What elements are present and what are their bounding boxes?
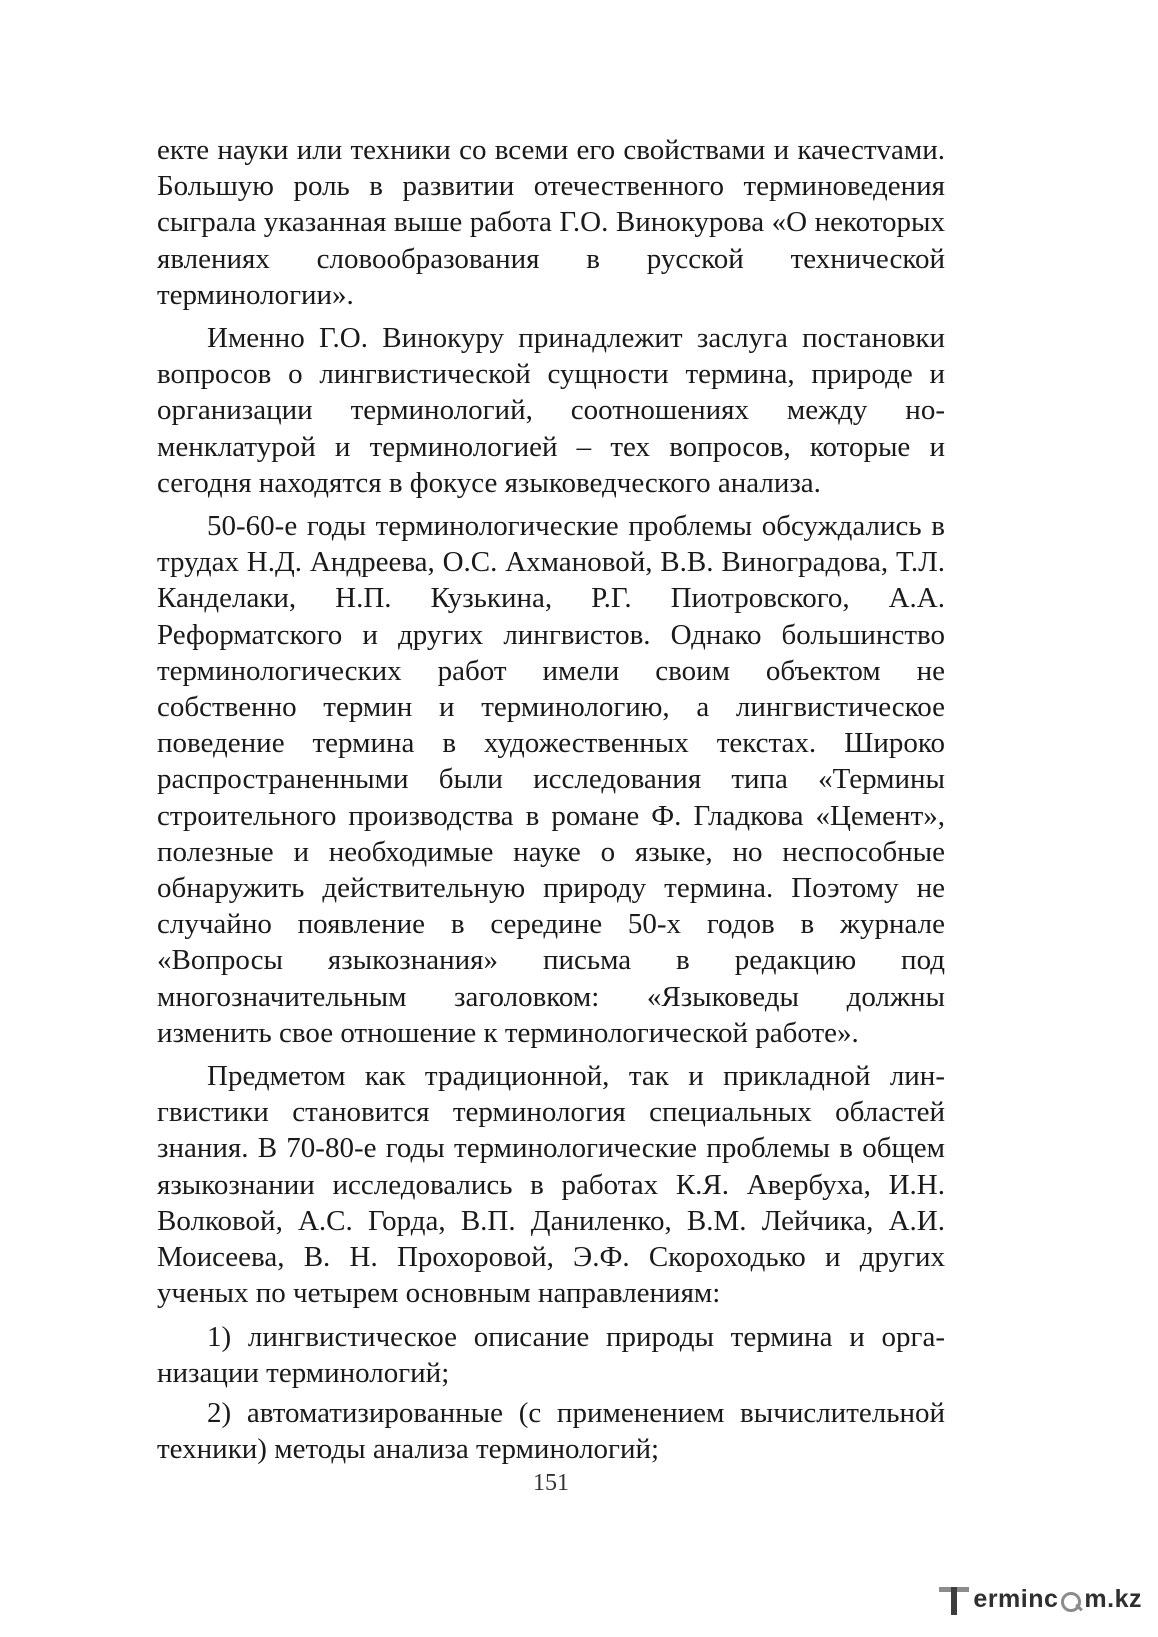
paragraph-continuation: екте науки или техники со всеми его свойствами и качестvами. Большую роль в развитии отечественного терминоведения сыграла указанная выше работа Г.О. Винокурова «О некоторых явлениях словообразования в русской технической терминологии».	[157, 134, 945, 311]
watermark-text-light: m.kz	[1084, 1584, 1142, 1613]
page-body	[157, 132, 945, 1471]
termincom-watermark	[939, 1579, 1142, 1619]
t-letter-icon	[939, 1581, 971, 1617]
list-item-1: 1) лингвистическое описание природы термина и организации терминологий;	[157, 1320, 945, 1389]
magnifier-icon	[1059, 1584, 1083, 1614]
list-item-2: 2) автоматизированные (с применением вычислительной техники) методы анализа терминологий;	[157, 1396, 945, 1466]
page-number: 151	[533, 1470, 569, 1496]
paragraph-50-60s: 50-60-е годы терминологические проблемы обсуждались в трудах Н.Д. Андреева, О.С. Ахмановой, В.В. Виноградова, Т.Л. Канделаки, Н.П. Кузькина, Р.Г. Пиотровского, А.А. Реформатского и других лингвистов. Однако большинство терминологических работ имели своим объектом не собственно термин и терминологию, а лингвистическое поведение термина в художественных текстах. Широко распространенными были исследования типа «Термины строительного производства в романе Ф. Гладкова «Цемент», полезные и необходимые науке о языке, но неспособные обнаружить действительную природу термина. Поэтому не случайно появление в середине 50-х годов в журнале «Вопросы языкознания» письма в редакцию под многозначительным заголовком: «Языковеды должны изменить свое отношение к терминологической работе».	[157, 510, 945, 1049]
watermark-text-dark: erminc	[973, 1584, 1059, 1613]
paragraph-vinokur: Именно Г.О. Винокуру принадлежит заслуга постановки вопросов о лингвистической сущности термина, природе и организации терминологий, соотношениях между номенклатурой и терминологией – тех вопросов, которые и сегодня находятся в фокусе языковедческого анализа.	[157, 322, 945, 499]
paragraph-70-80s: Предметом как традиционной, так и прикладной лингвистики становится терминология специальных областей знания. В 70-80-е годы терминологические проблемы в общем языкознании исследовались в работах К.Я. Авербуха, И.Н. Волковой, А.С. Горда, В.П. Даниленко, В.М. Лейчика, А.И. Моисеева, В. Н. Прохоровой, Э.Ф. Скороходько и других ученых по четырем основным направлениям:	[157, 1060, 945, 1310]
